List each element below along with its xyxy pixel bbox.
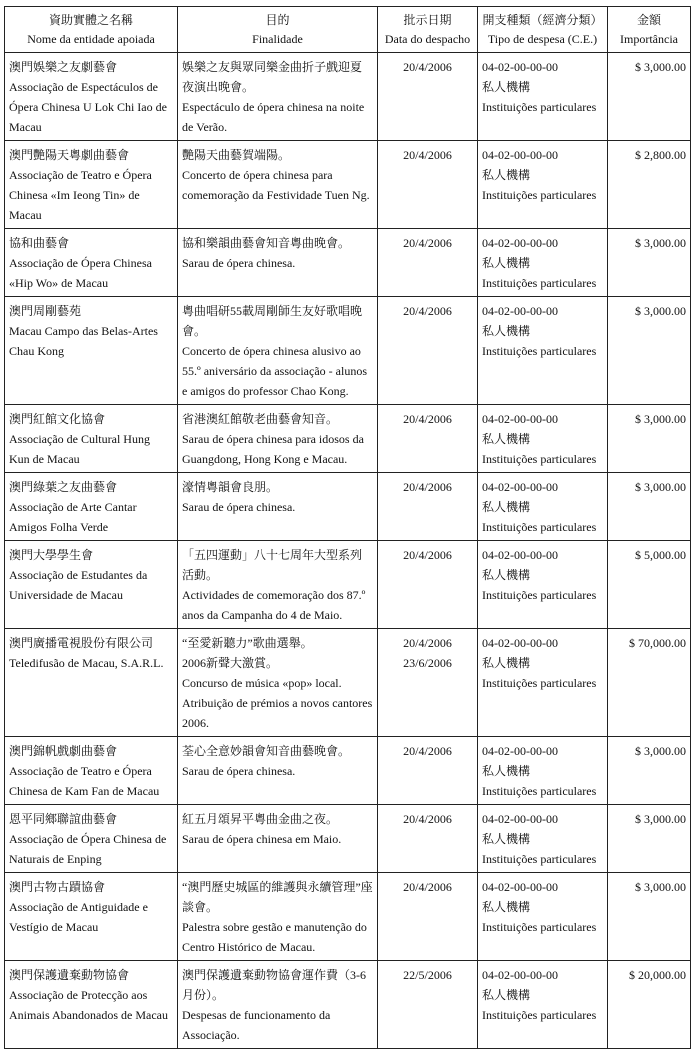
table-row [5, 53, 691, 141]
cell-purpose: “至愛新聽力”歌曲選舉。 2006新聲大激賞。 Concurso de música «pop» local. Atribuição de prémios a novos cantores 2006. [178, 629, 378, 737]
cell-date: 20/4/2006 [378, 141, 478, 229]
cell-expense-type: 04-02-00-00-00 私人機構 Instituições particulares [478, 473, 608, 541]
cell-amount: $ 5,000.00 [608, 541, 691, 629]
cell-amount: $ 20,000.00 [608, 961, 691, 1049]
cell-entity: 澳門廣播電視股份有限公司 Teledifusão de Macau, S.A.R.L. [5, 629, 178, 737]
cell-expense-type: 04-02-00-00-00 私人機構 Instituições particulares [478, 805, 608, 873]
table-row [5, 141, 691, 229]
cell-entity: 澳門紅館文化協會 Associação de Cultural Hung Kun de Macau [5, 405, 178, 473]
cell-date: 20/4/2006 [378, 805, 478, 873]
table-row [5, 297, 691, 405]
subsidy-table [4, 6, 691, 1049]
header-entity: 資助實體之名稱 Nome da entidade apoiada [5, 7, 178, 53]
cell-date: 20/4/2006 [378, 405, 478, 473]
cell-purpose: 省港澳紅館敬老曲藝會知音。 Sarau de ópera chinesa para idosos da Guangdong, Hong Kong e Macau. [178, 405, 378, 473]
cell-entity: 澳門保護遺棄動物協會 Associação de Protecção aos Animais Abandonados de Macau [5, 961, 178, 1049]
cell-expense-type: 04-02-00-00-00 私人機構 Instituições particulares [478, 737, 608, 805]
cell-amount: $ 3,000.00 [608, 405, 691, 473]
cell-entity: 恩平同鄉聯誼曲藝會 Associação de Ópera Chinesa de Naturais de Enping [5, 805, 178, 873]
cell-purpose: 粵曲唱研55載周剛師生友好歌唱晚會。 Concerto de ópera chinesa alusivo ao 55.º aniversário da associação - alunos e amigos do professor Chao Kong. [178, 297, 378, 405]
cell-date: 20/4/2006 [378, 53, 478, 141]
cell-entity: 澳門周剛藝苑 Macau Campo das Belas-Artes Chau Kong [5, 297, 178, 405]
cell-expense-type: 04-02-00-00-00 私人機構 Instituições particulares [478, 53, 608, 141]
cell-entity: 澳門娛樂之友劇藝會 Associação de Espectáculos de Ópera Chinesa U Lok Chi Iao de Macau [5, 53, 178, 141]
table-row [5, 737, 691, 805]
table-row [5, 473, 691, 541]
cell-amount: $ 3,000.00 [608, 805, 691, 873]
cell-purpose: 紅五月頌昇平粵曲金曲之夜。 Sarau de ópera chinesa em Maio. [178, 805, 378, 873]
header-expense-type: 開支種類（經濟分類） Tipo de despesa (C.E.) [478, 7, 608, 53]
cell-date: 20/4/2006 [378, 541, 478, 629]
cell-entity: 澳門大學學生會 Associação de Estudantes da Universidade de Macau [5, 541, 178, 629]
cell-purpose: 荃心全意妙韻會知音曲藝晚會。 Sarau de ópera chinesa. [178, 737, 378, 805]
cell-expense-type: 04-02-00-00-00 私人機構 Instituições particulares [478, 229, 608, 297]
cell-amount: $ 3,000.00 [608, 229, 691, 297]
document-page [4, 6, 690, 1049]
table-row [5, 873, 691, 961]
cell-amount: $ 3,000.00 [608, 297, 691, 405]
cell-expense-type: 04-02-00-00-00 私人機構 Instituições particulares [478, 873, 608, 961]
header-date: 批示日期 Data do despacho [378, 7, 478, 53]
cell-expense-type: 04-02-00-00-00 私人機構 Instituições particulares [478, 629, 608, 737]
cell-purpose: 濠情粵韻會良朋。 Sarau de ópera chinesa. [178, 473, 378, 541]
table-row [5, 405, 691, 473]
cell-entity: 協和曲藝會 Associação de Ópera Chinesa «Hip Wo» de Macau [5, 229, 178, 297]
cell-purpose: 協和樂韻曲藝會知音粵曲晚會。 Sarau de ópera chinesa. [178, 229, 378, 297]
header-amount: 金額 Importância [608, 7, 691, 53]
table-header [5, 7, 691, 53]
cell-expense-type: 04-02-00-00-00 私人機構 Instituições particulares [478, 297, 608, 405]
table-row [5, 229, 691, 297]
cell-amount: $ 3,000.00 [608, 737, 691, 805]
cell-expense-type: 04-02-00-00-00 私人機構 Instituições particulares [478, 961, 608, 1049]
table-row [5, 961, 691, 1049]
cell-purpose: “澳門歷史城區的維護與永續管理”座談會。 Palestra sobre gestão e manutenção do Centro Histórico de Macau. [178, 873, 378, 961]
table-body [5, 53, 691, 1049]
cell-purpose: 「五四運動」八十七周年大型系列活動。 Actividades de comemoração dos 87.º anos da Campanha do 4 de Maio. [178, 541, 378, 629]
cell-purpose: 澳門保護遺棄動物協會運作費（3-6月份）。 Despesas de funcionamento da Associação. [178, 961, 378, 1049]
header-purpose: 目的 Finalidade [178, 7, 378, 53]
table-row [5, 629, 691, 737]
cell-date: 20/4/2006 [378, 297, 478, 405]
cell-expense-type: 04-02-00-00-00 私人機構 Instituições particulares [478, 541, 608, 629]
cell-date: 20/4/2006 [378, 473, 478, 541]
cell-purpose: 艷陽天曲藝賀端陽。 Concerto de ópera chinesa para comemoração da Festividade Tuen Ng. [178, 141, 378, 229]
cell-date: 20/4/2006 [378, 229, 478, 297]
cell-date: 20/4/2006 23/6/2006 [378, 629, 478, 737]
cell-amount: $ 3,000.00 [608, 473, 691, 541]
cell-amount: $ 2,800.00 [608, 141, 691, 229]
cell-amount: $ 70,000.00 [608, 629, 691, 737]
cell-entity: 澳門古物古蹟協會 Associação de Antiguidade e Vestígio de Macau [5, 873, 178, 961]
cell-purpose: 娛樂之友與眾同樂金曲折子戲迎夏夜演出晚會。 Espectáculo de ópera chinesa na noite de Verão. [178, 53, 378, 141]
cell-amount: $ 3,000.00 [608, 53, 691, 141]
cell-entity: 澳門艷陽天粵劇曲藝會 Associação de Teatro e Ópera Chinesa «Im Ieong Tin» de Macau [5, 141, 178, 229]
table-row [5, 541, 691, 629]
cell-entity: 澳門錦帆戲劇曲藝會 Associação de Teatro e Ópera Chinesa de Kam Fan de Macau [5, 737, 178, 805]
cell-date: 20/4/2006 [378, 737, 478, 805]
cell-date: 22/5/2006 [378, 961, 478, 1049]
cell-expense-type: 04-02-00-00-00 私人機構 Instituições particulares [478, 141, 608, 229]
cell-amount: $ 3,000.00 [608, 873, 691, 961]
table-row [5, 805, 691, 873]
cell-entity: 澳門綠葉之友曲藝會 Associação de Arte Cantar Amigos Folha Verde [5, 473, 178, 541]
cell-expense-type: 04-02-00-00-00 私人機構 Instituições particulares [478, 405, 608, 473]
cell-date: 20/4/2006 [378, 873, 478, 961]
